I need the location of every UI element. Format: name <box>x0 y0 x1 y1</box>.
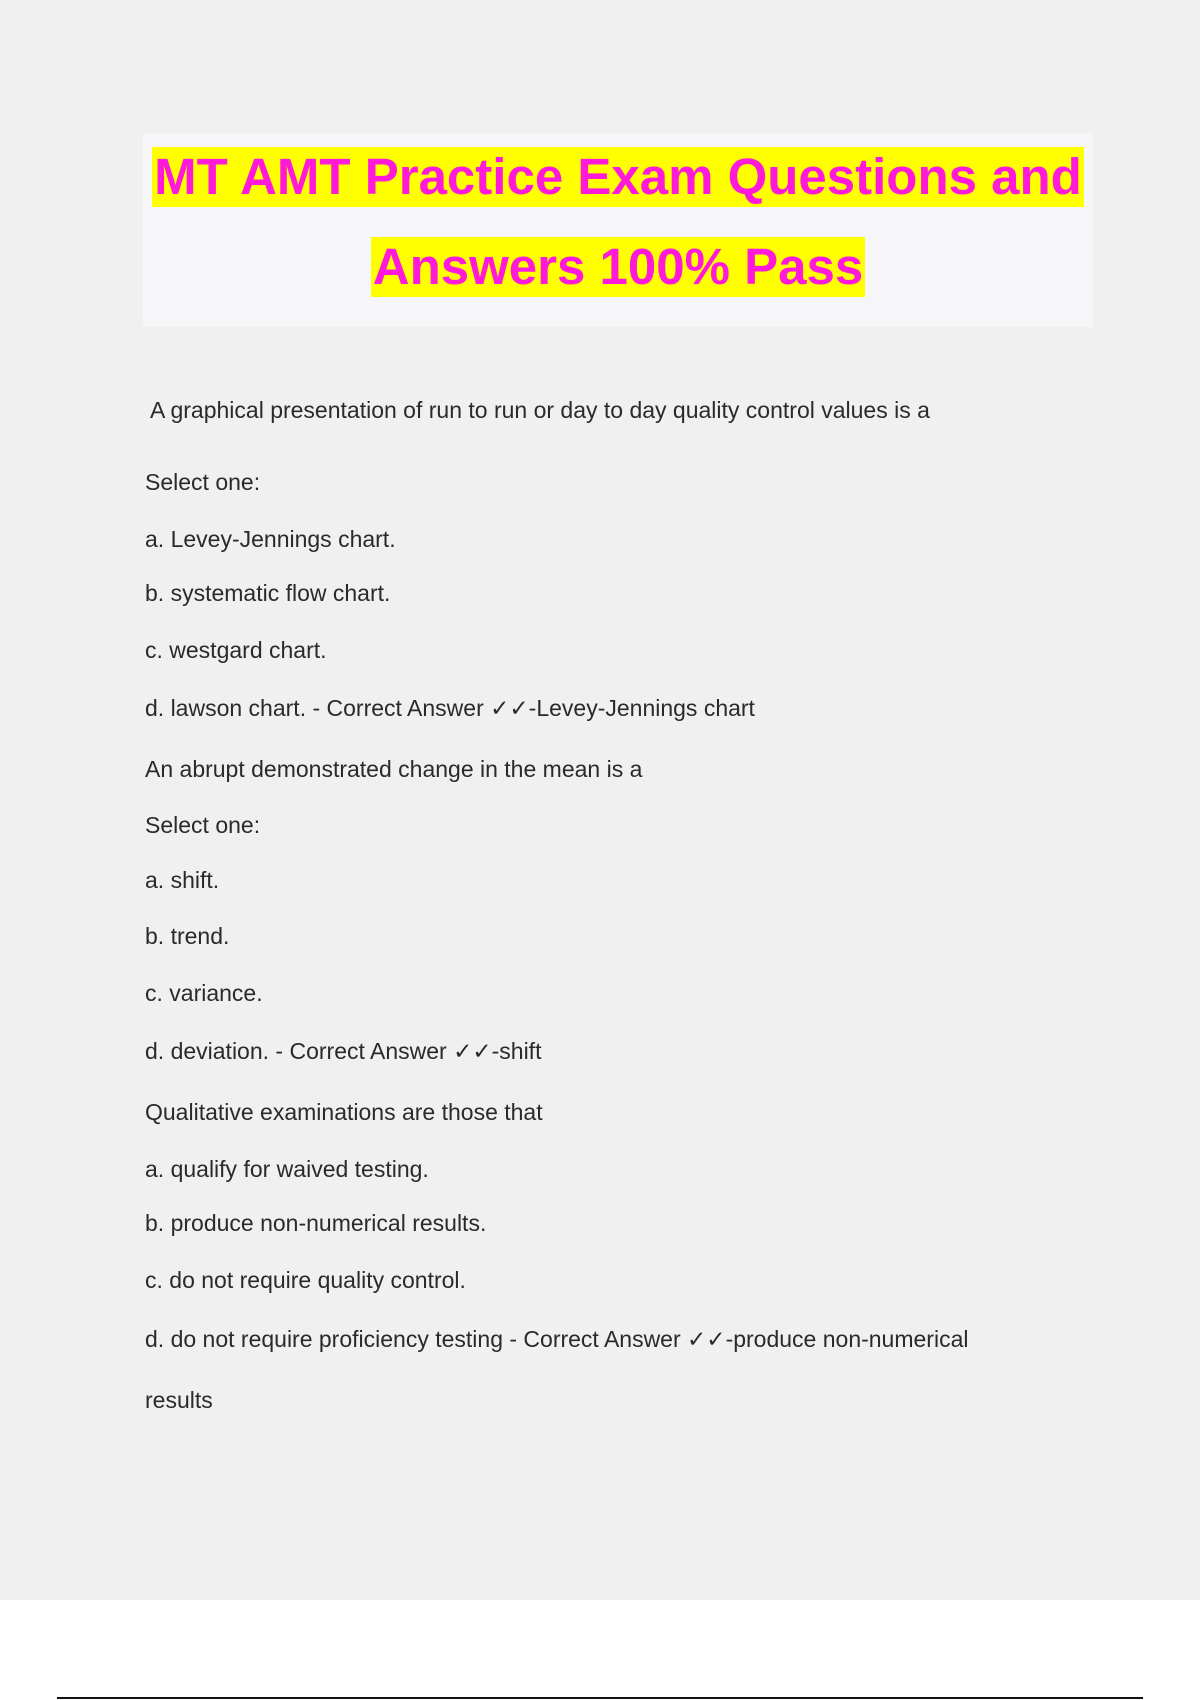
question-3-option-b: b. produce non-numerical results. <box>145 1210 487 1236</box>
question-3-prompt: Qualitative examinations are those that <box>145 1099 543 1125</box>
question-2-option-d-answer: d. deviation. - Correct Answer ✓✓-shift <box>145 1038 542 1064</box>
question-1-option-b: b. systematic flow chart. <box>145 580 391 606</box>
question-2-option-c: c. variance. <box>145 980 263 1006</box>
question-3-option-d-answer: d. do not require proficiency testing - Correct Answer ✓✓-produce non-numerical <box>145 1326 969 1352</box>
question-3-answer-continuation: results <box>145 1387 213 1413</box>
question-1-option-c: c. westgard chart. <box>145 637 327 663</box>
document-title-line-1: MT AMT Practice Exam Questions and <box>154 148 1082 205</box>
question-1-option-d-answer: d. lawson chart. - Correct Answer ✓✓-Levey-Jennings chart <box>145 695 755 721</box>
document-title-line-2: Answers 100% Pass <box>372 238 864 295</box>
question-1-select-label: Select one: <box>145 469 261 495</box>
question-2-option-b: b. trend. <box>145 923 230 949</box>
question-3-option-a: a. qualify for waived testing. <box>145 1156 429 1182</box>
page-divider <box>57 1697 1143 1699</box>
question-2-option-a: a. shift. <box>145 867 220 893</box>
question-1-prompt: A graphical presentation of run to run or day to day quality control values is a <box>150 397 930 423</box>
question-1-option-a: a. Levey-Jennings chart. <box>145 526 396 552</box>
question-3-option-c: c. do not require quality control. <box>145 1267 466 1293</box>
title-block <box>143 133 1093 327</box>
question-2-select-label: Select one: <box>145 812 261 838</box>
question-2-prompt: An abrupt demonstrated change in the mean is a <box>145 756 643 782</box>
